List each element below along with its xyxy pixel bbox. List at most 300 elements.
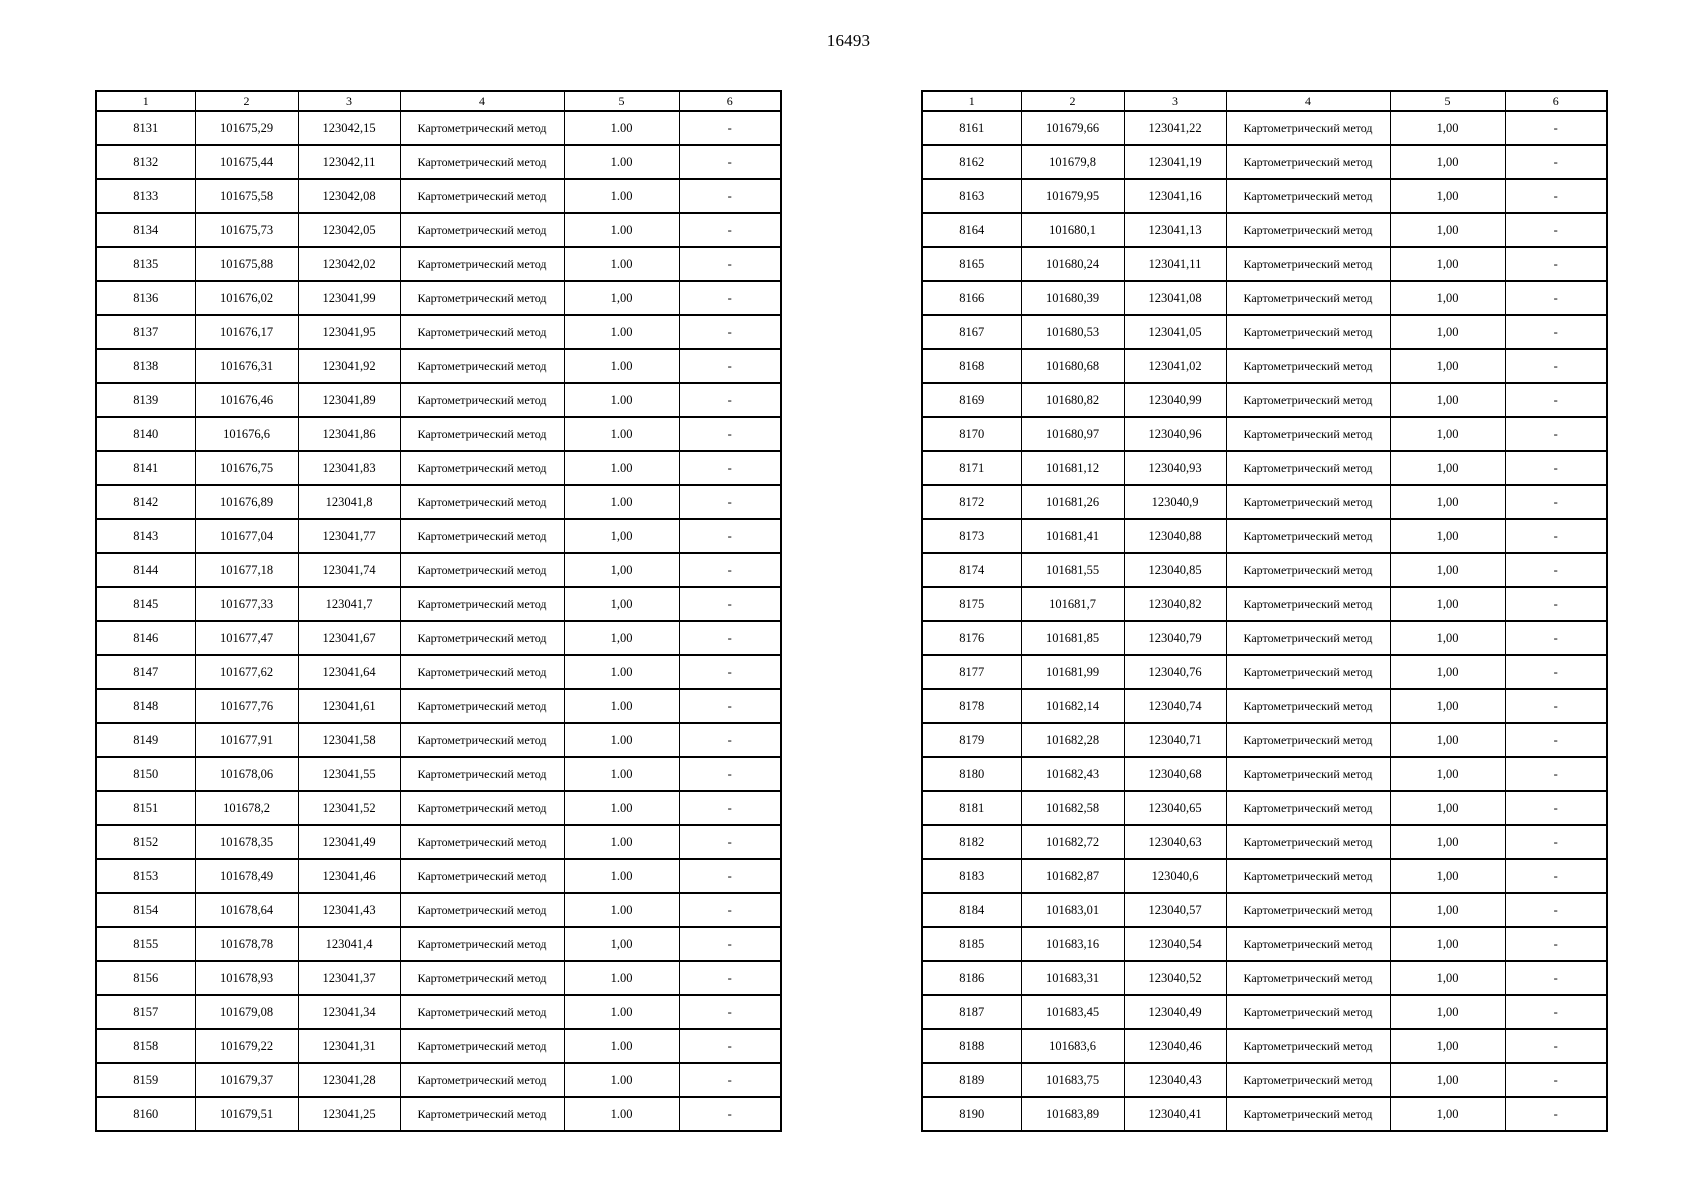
method-cell: Картометрический метод (1226, 179, 1390, 213)
note-cell: - (679, 213, 781, 247)
header-row (922, 91, 1607, 111)
accuracy-cell: 1.00 (564, 757, 679, 791)
method-cell: Картометрический метод (400, 111, 564, 145)
y-coordinate-cell: 123041,08 (1124, 281, 1226, 315)
method-cell: Картометрический метод (400, 383, 564, 417)
table-row (96, 417, 781, 451)
accuracy-cell: 1.00 (564, 655, 679, 689)
point-number-cell: 8152 (96, 825, 195, 859)
note-cell: - (679, 1029, 781, 1063)
note-cell: - (1505, 213, 1607, 247)
y-coordinate-cell: 123040,63 (1124, 825, 1226, 859)
x-coordinate-cell: 101677,33 (195, 587, 298, 621)
point-number-cell: 8135 (96, 247, 195, 281)
table-row (96, 927, 781, 961)
accuracy-cell: 1.00 (564, 825, 679, 859)
y-coordinate-cell: 123041,49 (298, 825, 400, 859)
note-cell: - (1505, 315, 1607, 349)
column-header: 3 (298, 91, 400, 111)
x-coordinate-cell: 101683,01 (1021, 893, 1124, 927)
method-cell: Картометрический метод (1226, 1029, 1390, 1063)
x-coordinate-cell: 101680,68 (1021, 349, 1124, 383)
table-body (922, 111, 1607, 1131)
method-cell: Картометрический метод (1226, 383, 1390, 417)
method-cell: Картометрический метод (1226, 655, 1390, 689)
method-cell: Картометрический метод (400, 519, 564, 553)
note-cell: - (1505, 655, 1607, 689)
note-cell: - (679, 587, 781, 621)
column-header: 4 (400, 91, 564, 111)
table-row (96, 281, 781, 315)
x-coordinate-cell: 101678,06 (195, 757, 298, 791)
point-number-cell: 8133 (96, 179, 195, 213)
y-coordinate-cell: 123040,46 (1124, 1029, 1226, 1063)
table-row (922, 281, 1607, 315)
table-row (96, 553, 781, 587)
method-cell: Картометрический метод (400, 247, 564, 281)
y-coordinate-cell: 123041,92 (298, 349, 400, 383)
method-cell: Картометрический метод (400, 281, 564, 315)
table-row (922, 757, 1607, 791)
x-coordinate-cell: 101680,97 (1021, 417, 1124, 451)
y-coordinate-cell: 123040,65 (1124, 791, 1226, 825)
method-cell: Картометрический метод (400, 179, 564, 213)
method-cell: Картометрический метод (400, 995, 564, 1029)
point-number-cell: 8185 (922, 927, 1021, 961)
x-coordinate-cell: 101676,75 (195, 451, 298, 485)
accuracy-cell: 1.00 (564, 1063, 679, 1097)
note-cell: - (679, 893, 781, 927)
y-coordinate-cell: 123041,67 (298, 621, 400, 655)
accuracy-cell: 1,00 (1390, 451, 1505, 485)
column-header: 6 (1505, 91, 1607, 111)
table-row (922, 417, 1607, 451)
table-row (96, 349, 781, 383)
note-cell: - (679, 961, 781, 995)
method-cell: Картометрический метод (400, 417, 564, 451)
y-coordinate-cell: 123042,02 (298, 247, 400, 281)
accuracy-cell: 1.00 (564, 893, 679, 927)
accuracy-cell: 1,00 (564, 519, 679, 553)
column-header: 2 (1021, 91, 1124, 111)
y-coordinate-cell: 123040,74 (1124, 689, 1226, 723)
method-cell: Картометрический метод (1226, 859, 1390, 893)
x-coordinate-cell: 101679,66 (1021, 111, 1124, 145)
method-cell: Картометрический метод (400, 1097, 564, 1131)
x-coordinate-cell: 101676,6 (195, 417, 298, 451)
accuracy-cell: 1.00 (564, 689, 679, 723)
accuracy-cell: 1.00 (564, 349, 679, 383)
table-header (922, 91, 1607, 111)
method-cell: Картометрический метод (1226, 1097, 1390, 1131)
x-coordinate-cell: 101682,72 (1021, 825, 1124, 859)
y-coordinate-cell: 123040,85 (1124, 553, 1226, 587)
y-coordinate-cell: 123040,43 (1124, 1063, 1226, 1097)
y-coordinate-cell: 123042,08 (298, 179, 400, 213)
method-cell: Картометрический метод (1226, 349, 1390, 383)
x-coordinate-cell: 101675,58 (195, 179, 298, 213)
x-coordinate-cell: 101681,99 (1021, 655, 1124, 689)
page-number: 16493 (826, 31, 871, 50)
y-coordinate-cell: 123040,52 (1124, 961, 1226, 995)
point-number-cell: 8147 (96, 655, 195, 689)
accuracy-cell: 1.00 (564, 723, 679, 757)
point-number-cell: 8154 (96, 893, 195, 927)
method-cell: Картометрический метод (400, 485, 564, 519)
note-cell: - (679, 723, 781, 757)
x-coordinate-cell: 101683,75 (1021, 1063, 1124, 1097)
x-coordinate-cell: 101681,7 (1021, 587, 1124, 621)
note-cell: - (679, 281, 781, 315)
point-number-cell: 8164 (922, 213, 1021, 247)
method-cell: Картометрический метод (1226, 825, 1390, 859)
method-cell: Картометрический метод (400, 689, 564, 723)
y-coordinate-cell: 123041,16 (1124, 179, 1226, 213)
x-coordinate-cell: 101677,91 (195, 723, 298, 757)
note-cell: - (679, 451, 781, 485)
y-coordinate-cell: 123041,28 (298, 1063, 400, 1097)
column-header: 5 (1390, 91, 1505, 111)
table-row (922, 859, 1607, 893)
method-cell: Картометрический метод (400, 961, 564, 995)
note-cell: - (1505, 893, 1607, 927)
table-row (922, 689, 1607, 723)
y-coordinate-cell: 123041,89 (298, 383, 400, 417)
table-row (96, 213, 781, 247)
point-number-cell: 8168 (922, 349, 1021, 383)
x-coordinate-cell: 101682,58 (1021, 791, 1124, 825)
y-coordinate-cell: 123041,19 (1124, 145, 1226, 179)
table-row (96, 859, 781, 893)
column-header: 1 (96, 91, 195, 111)
note-cell: - (679, 689, 781, 723)
x-coordinate-cell: 101676,02 (195, 281, 298, 315)
table-row (96, 621, 781, 655)
x-coordinate-cell: 101679,8 (1021, 145, 1124, 179)
accuracy-cell: 1,00 (1390, 213, 1505, 247)
accuracy-cell: 1,00 (1390, 723, 1505, 757)
x-coordinate-cell: 101678,78 (195, 927, 298, 961)
note-cell: - (679, 825, 781, 859)
point-number-cell: 8166 (922, 281, 1021, 315)
note-cell: - (1505, 281, 1607, 315)
y-coordinate-cell: 123041,64 (298, 655, 400, 689)
point-number-cell: 8140 (96, 417, 195, 451)
note-cell: - (1505, 417, 1607, 451)
point-number-cell: 8134 (96, 213, 195, 247)
table-row (922, 927, 1607, 961)
point-number-cell: 8189 (922, 1063, 1021, 1097)
method-cell: Картометрический метод (1226, 485, 1390, 519)
table-row (922, 315, 1607, 349)
method-cell: Картометрический метод (1226, 893, 1390, 927)
note-cell: - (1505, 621, 1607, 655)
x-coordinate-cell: 101680,1 (1021, 213, 1124, 247)
note-cell: - (679, 485, 781, 519)
method-cell: Картометрический метод (1226, 961, 1390, 995)
point-number-cell: 8171 (922, 451, 1021, 485)
x-coordinate-cell: 101682,14 (1021, 689, 1124, 723)
note-cell: - (679, 179, 781, 213)
method-cell: Картометрический метод (400, 791, 564, 825)
y-coordinate-cell: 123040,6 (1124, 859, 1226, 893)
y-coordinate-cell: 123041,8 (298, 485, 400, 519)
x-coordinate-cell: 101679,08 (195, 995, 298, 1029)
coordinates-table-left (95, 90, 782, 1132)
accuracy-cell: 1,00 (564, 621, 679, 655)
table-row (96, 655, 781, 689)
column-header: 6 (679, 91, 781, 111)
x-coordinate-cell: 101681,26 (1021, 485, 1124, 519)
note-cell: - (679, 553, 781, 587)
table-row (922, 961, 1607, 995)
x-coordinate-cell: 101677,18 (195, 553, 298, 587)
y-coordinate-cell: 123041,99 (298, 281, 400, 315)
accuracy-cell: 1.00 (564, 213, 679, 247)
table-row (96, 247, 781, 281)
accuracy-cell: 1.00 (564, 417, 679, 451)
method-cell: Картометрический метод (1226, 553, 1390, 587)
y-coordinate-cell: 123041,11 (1124, 247, 1226, 281)
accuracy-cell: 1,00 (1390, 1029, 1505, 1063)
accuracy-cell: 1.00 (564, 859, 679, 893)
method-cell: Картометрический метод (1226, 145, 1390, 179)
note-cell: - (1505, 1029, 1607, 1063)
table-row (96, 757, 781, 791)
table-row (922, 995, 1607, 1029)
method-cell: Картометрический метод (400, 315, 564, 349)
method-cell: Картометрический метод (400, 451, 564, 485)
table-row (922, 1029, 1607, 1063)
note-cell: - (679, 519, 781, 553)
note-cell: - (1505, 145, 1607, 179)
method-cell: Картометрический метод (1226, 451, 1390, 485)
table-row (96, 995, 781, 1029)
accuracy-cell: 1,00 (564, 281, 679, 315)
point-number-cell: 8167 (922, 315, 1021, 349)
y-coordinate-cell: 123041,83 (298, 451, 400, 485)
point-number-cell: 8186 (922, 961, 1021, 995)
table-row (922, 179, 1607, 213)
point-number-cell: 8161 (922, 111, 1021, 145)
y-coordinate-cell: 123041,05 (1124, 315, 1226, 349)
table-row (922, 519, 1607, 553)
method-cell: Картометрический метод (1226, 587, 1390, 621)
y-coordinate-cell: 123041,74 (298, 553, 400, 587)
accuracy-cell: 1.00 (564, 451, 679, 485)
table-row (922, 587, 1607, 621)
table-header (96, 91, 781, 111)
table-row (922, 893, 1607, 927)
point-number-cell: 8138 (96, 349, 195, 383)
accuracy-cell: 1,00 (1390, 689, 1505, 723)
method-cell: Картометрический метод (400, 1063, 564, 1097)
accuracy-cell: 1,00 (1390, 927, 1505, 961)
point-number-cell: 8169 (922, 383, 1021, 417)
note-cell: - (1505, 383, 1607, 417)
accuracy-cell: 1.00 (564, 179, 679, 213)
point-number-cell: 8183 (922, 859, 1021, 893)
table-row (922, 145, 1607, 179)
x-coordinate-cell: 101677,47 (195, 621, 298, 655)
point-number-cell: 8176 (922, 621, 1021, 655)
note-cell: - (1505, 349, 1607, 383)
note-cell: - (679, 417, 781, 451)
x-coordinate-cell: 101683,89 (1021, 1097, 1124, 1131)
note-cell: - (679, 995, 781, 1029)
y-coordinate-cell: 123040,9 (1124, 485, 1226, 519)
note-cell: - (679, 757, 781, 791)
table-row (96, 1097, 781, 1131)
method-cell: Картометрический метод (1226, 791, 1390, 825)
point-number-cell: 8157 (96, 995, 195, 1029)
note-cell: - (1505, 1063, 1607, 1097)
point-number-cell: 8173 (922, 519, 1021, 553)
y-coordinate-cell: 123041,22 (1124, 111, 1226, 145)
table-row (96, 587, 781, 621)
y-coordinate-cell: 123040,76 (1124, 655, 1226, 689)
method-cell: Картометрический метод (400, 213, 564, 247)
accuracy-cell: 1.00 (564, 247, 679, 281)
accuracy-cell: 1,00 (1390, 893, 1505, 927)
x-coordinate-cell: 101678,2 (195, 791, 298, 825)
note-cell: - (1505, 451, 1607, 485)
x-coordinate-cell: 101680,82 (1021, 383, 1124, 417)
point-number-cell: 8158 (96, 1029, 195, 1063)
table-row (922, 825, 1607, 859)
header-row (96, 91, 781, 111)
accuracy-cell: 1,00 (1390, 757, 1505, 791)
point-number-cell: 8190 (922, 1097, 1021, 1131)
note-cell: - (679, 927, 781, 961)
accuracy-cell: 1,00 (1390, 995, 1505, 1029)
note-cell: - (1505, 111, 1607, 145)
x-coordinate-cell: 101676,46 (195, 383, 298, 417)
method-cell: Картометрический метод (400, 927, 564, 961)
point-number-cell: 8132 (96, 145, 195, 179)
x-coordinate-cell: 101677,62 (195, 655, 298, 689)
y-coordinate-cell: 123041,52 (298, 791, 400, 825)
x-coordinate-cell: 101676,17 (195, 315, 298, 349)
table-row (922, 1063, 1607, 1097)
note-cell: - (1505, 995, 1607, 1029)
note-cell: - (679, 383, 781, 417)
column-header: 1 (922, 91, 1021, 111)
accuracy-cell: 1.00 (564, 791, 679, 825)
point-number-cell: 8180 (922, 757, 1021, 791)
y-coordinate-cell: 123040,93 (1124, 451, 1226, 485)
method-cell: Картометрический метод (1226, 281, 1390, 315)
accuracy-cell: 1,00 (1390, 961, 1505, 995)
method-cell: Картометрический метод (400, 587, 564, 621)
point-number-cell: 8136 (96, 281, 195, 315)
point-number-cell: 8153 (96, 859, 195, 893)
table-row (922, 655, 1607, 689)
note-cell: - (1505, 859, 1607, 893)
x-coordinate-cell: 101679,95 (1021, 179, 1124, 213)
note-cell: - (679, 1063, 781, 1097)
method-cell: Картометрический метод (1226, 689, 1390, 723)
accuracy-cell: 1.00 (564, 383, 679, 417)
y-coordinate-cell: 123041,61 (298, 689, 400, 723)
x-coordinate-cell: 101678,64 (195, 893, 298, 927)
x-coordinate-cell: 101681,12 (1021, 451, 1124, 485)
point-number-cell: 8165 (922, 247, 1021, 281)
y-coordinate-cell: 123042,05 (298, 213, 400, 247)
note-cell: - (679, 621, 781, 655)
note-cell: - (679, 1097, 781, 1131)
accuracy-cell: 1.00 (564, 315, 679, 349)
point-number-cell: 8141 (96, 451, 195, 485)
table-row (96, 723, 781, 757)
y-coordinate-cell: 123041,02 (1124, 349, 1226, 383)
x-coordinate-cell: 101683,6 (1021, 1029, 1124, 1063)
accuracy-cell: 1,00 (1390, 111, 1505, 145)
table-row (96, 1029, 781, 1063)
x-coordinate-cell: 101678,35 (195, 825, 298, 859)
accuracy-cell: 1,00 (1390, 145, 1505, 179)
accuracy-cell: 1.00 (564, 1097, 679, 1131)
note-cell: - (679, 111, 781, 145)
x-coordinate-cell: 101680,39 (1021, 281, 1124, 315)
accuracy-cell: 1,00 (564, 553, 679, 587)
point-number-cell: 8148 (96, 689, 195, 723)
accuracy-cell: 1,00 (564, 927, 679, 961)
table-row (96, 111, 781, 145)
y-coordinate-cell: 123041,46 (298, 859, 400, 893)
method-cell: Картометрический метод (1226, 723, 1390, 757)
y-coordinate-cell: 123042,15 (298, 111, 400, 145)
x-coordinate-cell: 101675,88 (195, 247, 298, 281)
point-number-cell: 8175 (922, 587, 1021, 621)
note-cell: - (1505, 791, 1607, 825)
accuracy-cell: 1,00 (1390, 859, 1505, 893)
x-coordinate-cell: 101676,31 (195, 349, 298, 383)
method-cell: Картометрический метод (1226, 213, 1390, 247)
table-row (96, 689, 781, 723)
accuracy-cell: 1,00 (564, 587, 679, 621)
y-coordinate-cell: 123040,96 (1124, 417, 1226, 451)
method-cell: Картометрический метод (1226, 1063, 1390, 1097)
column-header: 4 (1226, 91, 1390, 111)
y-coordinate-cell: 123040,82 (1124, 587, 1226, 621)
accuracy-cell: 1.00 (564, 485, 679, 519)
table-row (96, 961, 781, 995)
note-cell: - (679, 349, 781, 383)
y-coordinate-cell: 123040,79 (1124, 621, 1226, 655)
x-coordinate-cell: 101676,89 (195, 485, 298, 519)
note-cell: - (1505, 247, 1607, 281)
y-coordinate-cell: 123041,58 (298, 723, 400, 757)
method-cell: Картометрический метод (400, 825, 564, 859)
accuracy-cell: 1,00 (1390, 587, 1505, 621)
note-cell: - (1505, 757, 1607, 791)
note-cell: - (1505, 825, 1607, 859)
x-coordinate-cell: 101682,28 (1021, 723, 1124, 757)
note-cell: - (1505, 179, 1607, 213)
note-cell: - (679, 791, 781, 825)
point-number-cell: 8159 (96, 1063, 195, 1097)
note-cell: - (1505, 587, 1607, 621)
table-row (922, 553, 1607, 587)
table-row (922, 111, 1607, 145)
accuracy-cell: 1.00 (564, 145, 679, 179)
point-number-cell: 8155 (96, 927, 195, 961)
table-row (922, 213, 1607, 247)
accuracy-cell: 1,00 (1390, 179, 1505, 213)
point-number-cell: 8162 (922, 145, 1021, 179)
point-number-cell: 8146 (96, 621, 195, 655)
